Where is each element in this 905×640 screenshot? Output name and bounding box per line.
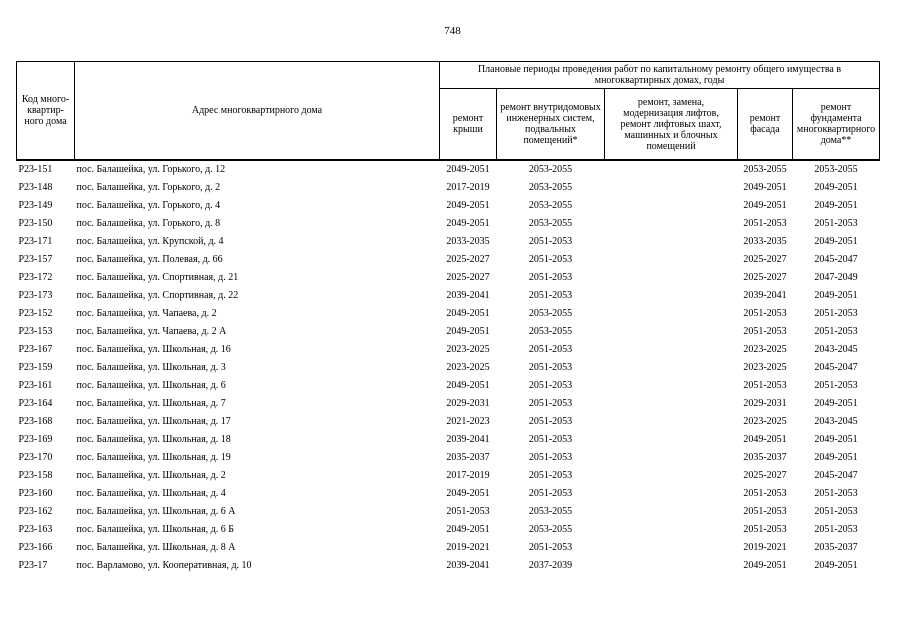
cell-code: Р23-170 xyxy=(18,452,53,463)
cell-roof: 2049-2051 xyxy=(446,488,490,499)
cell-address: пос. Балашейка, ул. Школьная, д. 6 xyxy=(76,380,226,391)
cell-facade: 2023-2025 xyxy=(743,416,787,427)
page-number: 748 xyxy=(444,25,461,37)
cell-engineering: 2051-2053 xyxy=(528,488,573,499)
table-row xyxy=(17,251,880,269)
table-row xyxy=(17,557,880,575)
cell-foundation: 2051-2053 xyxy=(814,308,858,319)
cell-code: Р23-161 xyxy=(18,380,53,391)
cell-engineering: 2051-2053 xyxy=(528,272,573,283)
table-body xyxy=(17,160,880,575)
table-row xyxy=(17,160,880,179)
cell-elevators xyxy=(605,323,738,341)
cell-address: пос. Балашейка, ул. Горького, д. 2 xyxy=(76,182,221,193)
cell-engineering: 2051-2053 xyxy=(528,290,573,301)
table-header xyxy=(17,62,880,161)
cell-facade: 2051-2053 xyxy=(743,524,787,535)
cell-foundation: 2049-2051 xyxy=(814,236,858,247)
cell-roof: 2019-2021 xyxy=(446,542,490,553)
cell-foundation: 2049-2051 xyxy=(814,452,858,463)
cell-foundation: 2049-2051 xyxy=(814,560,858,571)
cell-engineering: 2051-2053 xyxy=(528,236,573,247)
table-row xyxy=(17,269,880,287)
cell-foundation: 2045-2047 xyxy=(814,254,858,265)
table-row xyxy=(17,287,880,305)
cell-foundation: 2049-2051 xyxy=(814,290,858,301)
cell-elevators xyxy=(605,503,738,521)
cell-foundation: 2051-2053 xyxy=(814,218,858,229)
cell-address: пос. Балашейка, ул. Школьная, д. 7 xyxy=(76,398,226,409)
cell-roof: 2049-2051 xyxy=(446,524,490,535)
cell-address: пос. Балашейка, ул. Школьная, д. 16 xyxy=(76,344,231,355)
cell-foundation: 2051-2053 xyxy=(814,488,858,499)
table-row xyxy=(17,503,880,521)
table-row xyxy=(17,359,880,377)
cell-address: пос. Балашейка, ул. Горького, д. 4 xyxy=(76,200,221,211)
cell-address: пос. Балашейка, ул. Чапаева, д. 2 xyxy=(76,308,217,319)
header-code: Код много-квартир-ного дома xyxy=(17,62,75,161)
table-row xyxy=(17,449,880,467)
cell-code: Р23-158 xyxy=(18,470,53,481)
table-row xyxy=(17,467,880,485)
cell-address: пос. Балашейка, ул. Крупской, д. 4 xyxy=(76,236,224,247)
cell-code: Р23-148 xyxy=(18,182,53,193)
cell-code: Р23-167 xyxy=(18,344,53,355)
cell-roof: 2049-2051 xyxy=(446,308,490,319)
cell-facade: 2039-2041 xyxy=(743,290,787,301)
cell-address: пос. Балашейка, ул. Полевая, д. 66 xyxy=(76,254,223,265)
cell-code: Р23-173 xyxy=(18,290,53,301)
cell-elevators xyxy=(605,557,738,575)
cell-code: Р23-160 xyxy=(18,488,53,499)
cell-address: пос. Балашейка, ул. Школьная, д. 6 А xyxy=(76,506,236,517)
cell-engineering: 2053-2055 xyxy=(528,326,573,337)
cell-facade: 2029-2031 xyxy=(743,398,787,409)
cell-facade: 2051-2053 xyxy=(743,506,787,517)
cell-facade: 2023-2025 xyxy=(743,344,787,355)
cell-elevators xyxy=(605,179,738,197)
table-row xyxy=(17,305,880,323)
cell-address: пос. Балашейка, ул. Спортивная, д. 21 xyxy=(76,272,239,283)
cell-roof: 2049-2051 xyxy=(446,218,490,229)
cell-engineering: 2053-2055 xyxy=(528,200,573,211)
cell-engineering: 2053-2055 xyxy=(528,308,573,319)
cell-facade: 2049-2051 xyxy=(743,182,787,193)
cell-code: Р23-164 xyxy=(18,398,53,409)
cell-address: пос. Балашейка, ул. Школьная, д. 2 xyxy=(76,470,226,481)
cell-code: Р23-150 xyxy=(18,218,53,229)
cell-facade: 2051-2053 xyxy=(743,308,787,319)
cell-facade: 2025-2027 xyxy=(743,272,787,283)
cell-facade: 2051-2053 xyxy=(743,488,787,499)
cell-roof: 2017-2019 xyxy=(446,182,490,193)
cell-engineering: 2037-2039 xyxy=(528,560,573,571)
table-row xyxy=(17,341,880,359)
cell-code: Р23-157 xyxy=(18,254,53,265)
cell-roof: 2017-2019 xyxy=(446,470,490,481)
cell-facade: 2035-2037 xyxy=(743,452,787,463)
table-row xyxy=(17,485,880,503)
cell-code: Р23-152 xyxy=(18,308,53,319)
header-foundation: ремонт фундамента многоквартирного дома** xyxy=(793,89,880,161)
cell-roof: 2029-2031 xyxy=(446,398,490,409)
cell-elevators xyxy=(605,287,738,305)
cell-roof: 2039-2041 xyxy=(446,560,490,571)
capital-repair-table xyxy=(16,61,880,575)
cell-engineering: 2051-2053 xyxy=(528,254,573,265)
cell-engineering: 2051-2053 xyxy=(528,398,573,409)
cell-address: пос. Балашейка, ул. Школьная, д. 17 xyxy=(76,416,231,427)
cell-engineering: 2053-2055 xyxy=(528,524,573,535)
cell-elevators xyxy=(605,359,738,377)
cell-address: пос. Варламово, ул. Кооперативная, д. 10 xyxy=(76,560,252,571)
cell-roof: 2049-2051 xyxy=(446,326,490,337)
header-facade: ремонт фасада xyxy=(738,89,793,161)
cell-facade: 2023-2025 xyxy=(743,362,787,373)
cell-elevators xyxy=(605,251,738,269)
cell-engineering: 2051-2053 xyxy=(528,542,573,553)
header-elevators: ремонт, замена, модернизация лифтов, ремонт лифтовых шахт, машинных и блочных помещений xyxy=(605,89,738,161)
cell-roof: 2021-2023 xyxy=(446,416,490,427)
cell-foundation: 2049-2051 xyxy=(814,434,858,445)
cell-facade: 2051-2053 xyxy=(743,380,787,391)
header-engineering: ремонт внутридомовых инженерных систем, подвальных помещений* xyxy=(497,89,605,161)
cell-code: Р23-169 xyxy=(18,434,53,445)
cell-foundation: 2051-2053 xyxy=(814,524,858,535)
cell-foundation: 2043-2045 xyxy=(814,416,858,427)
cell-engineering: 2051-2053 xyxy=(528,470,573,481)
cell-elevators xyxy=(605,539,738,557)
cell-elevators xyxy=(605,233,738,251)
cell-address: пос. Балашейка, ул. Школьная, д. 4 xyxy=(76,488,226,499)
cell-code: Р23-17 xyxy=(18,560,48,571)
cell-facade: 2025-2027 xyxy=(743,470,787,481)
table-row xyxy=(17,377,880,395)
cell-foundation: 2047-2049 xyxy=(814,272,858,283)
cell-engineering: 2053-2055 xyxy=(528,182,573,193)
cell-roof: 2033-2035 xyxy=(446,236,490,247)
cell-elevators xyxy=(605,395,738,413)
cell-foundation: 2053-2055 xyxy=(814,164,858,175)
header-roof: ремонт крыши xyxy=(440,89,497,161)
cell-elevators xyxy=(605,341,738,359)
cell-roof: 2039-2041 xyxy=(446,434,490,445)
cell-foundation: 2045-2047 xyxy=(814,362,858,373)
cell-facade: 2053-2055 xyxy=(743,164,787,175)
cell-code: Р23-151 xyxy=(18,164,53,175)
cell-roof: 2051-2053 xyxy=(446,506,490,517)
table-row xyxy=(17,179,880,197)
cell-foundation: 2049-2051 xyxy=(814,398,858,409)
cell-code: Р23-163 xyxy=(18,524,53,535)
cell-elevators xyxy=(605,215,738,233)
cell-elevators xyxy=(605,197,738,215)
table-row xyxy=(17,431,880,449)
cell-elevators xyxy=(605,467,738,485)
cell-elevators xyxy=(605,305,738,323)
cell-code: Р23-168 xyxy=(18,416,53,427)
table-row xyxy=(17,539,880,557)
cell-address: пос. Балашейка, ул. Чапаева, д. 2 А xyxy=(76,326,227,337)
cell-engineering: 2051-2053 xyxy=(528,380,573,391)
cell-engineering: 2051-2053 xyxy=(528,452,573,463)
cell-roof: 2049-2051 xyxy=(446,164,490,175)
cell-facade: 2051-2053 xyxy=(743,326,787,337)
cell-elevators xyxy=(605,269,738,287)
cell-roof: 2023-2025 xyxy=(446,344,490,355)
table-row xyxy=(17,395,880,413)
cell-code: Р23-153 xyxy=(18,326,53,337)
cell-code: Р23-166 xyxy=(18,542,53,553)
cell-code: Р23-171 xyxy=(18,236,53,247)
cell-roof: 2049-2051 xyxy=(446,380,490,391)
cell-address: пос. Балашейка, ул. Спортивная, д. 22 xyxy=(76,290,239,301)
cell-engineering: 2051-2053 xyxy=(528,416,573,427)
cell-elevators xyxy=(605,485,738,503)
cell-elevators xyxy=(605,413,738,431)
cell-engineering: 2053-2055 xyxy=(528,164,573,175)
cell-code: Р23-149 xyxy=(18,200,53,211)
cell-foundation: 2043-2045 xyxy=(814,344,858,355)
cell-address: пос. Балашейка, ул. Горького, д. 8 xyxy=(76,218,221,229)
table-row xyxy=(17,197,880,215)
table-row xyxy=(17,323,880,341)
header-address: Адрес многоквартирного дома xyxy=(75,62,440,161)
cell-address: пос. Балашейка, ул. Школьная, д. 19 xyxy=(76,452,231,463)
cell-foundation: 2051-2053 xyxy=(814,506,858,517)
cell-address: пос. Балашейка, ул. Школьная, д. 18 xyxy=(76,434,231,445)
cell-engineering: 2053-2055 xyxy=(528,506,573,517)
cell-elevators xyxy=(605,521,738,539)
header-periods-group: Плановые периоды проведения работ по капитальному ремонту общего имущества в многоквартирных домах, годы xyxy=(440,62,880,89)
cell-address: пос. Балашейка, ул. Горького, д. 12 xyxy=(76,164,226,175)
cell-facade: 2033-2035 xyxy=(743,236,787,247)
cell-elevators xyxy=(605,449,738,467)
cell-foundation: 2051-2053 xyxy=(814,326,858,337)
cell-elevators xyxy=(605,377,738,395)
cell-foundation: 2049-2051 xyxy=(814,200,858,211)
cell-roof: 2035-2037 xyxy=(446,452,490,463)
cell-roof: 2025-2027 xyxy=(446,272,490,283)
cell-facade: 2019-2021 xyxy=(743,542,787,553)
cell-foundation: 2049-2051 xyxy=(814,182,858,193)
cell-address: пос. Балашейка, ул. Школьная, д. 6 Б xyxy=(76,524,234,535)
cell-elevators xyxy=(605,431,738,449)
table-row xyxy=(17,215,880,233)
table-row xyxy=(17,233,880,251)
cell-address: пос. Балашейка, ул. Школьная, д. 8 А xyxy=(76,542,236,553)
table-row xyxy=(17,521,880,539)
cell-foundation: 2045-2047 xyxy=(814,470,858,481)
cell-facade: 2025-2027 xyxy=(743,254,787,265)
cell-facade: 2049-2051 xyxy=(743,200,787,211)
cell-address: пос. Балашейка, ул. Школьная, д. 3 xyxy=(76,362,226,373)
cell-engineering: 2053-2055 xyxy=(528,218,573,229)
table-row xyxy=(17,413,880,431)
cell-facade: 2049-2051 xyxy=(743,560,787,571)
cell-engineering: 2051-2053 xyxy=(528,362,573,373)
cell-foundation: 2035-2037 xyxy=(814,542,858,553)
cell-code: Р23-159 xyxy=(18,362,53,373)
cell-foundation: 2051-2053 xyxy=(814,380,858,391)
cell-code: Р23-172 xyxy=(18,272,53,283)
cell-code: Р23-162 xyxy=(18,506,53,517)
cell-facade: 2051-2053 xyxy=(743,218,787,229)
cell-engineering: 2051-2053 xyxy=(528,344,573,355)
cell-roof: 2025-2027 xyxy=(446,254,490,265)
cell-roof: 2039-2041 xyxy=(446,290,490,301)
cell-engineering: 2051-2053 xyxy=(528,434,573,445)
cell-roof: 2023-2025 xyxy=(446,362,490,373)
cell-roof: 2049-2051 xyxy=(446,200,490,211)
cell-facade: 2049-2051 xyxy=(743,434,787,445)
cell-elevators xyxy=(605,160,738,179)
